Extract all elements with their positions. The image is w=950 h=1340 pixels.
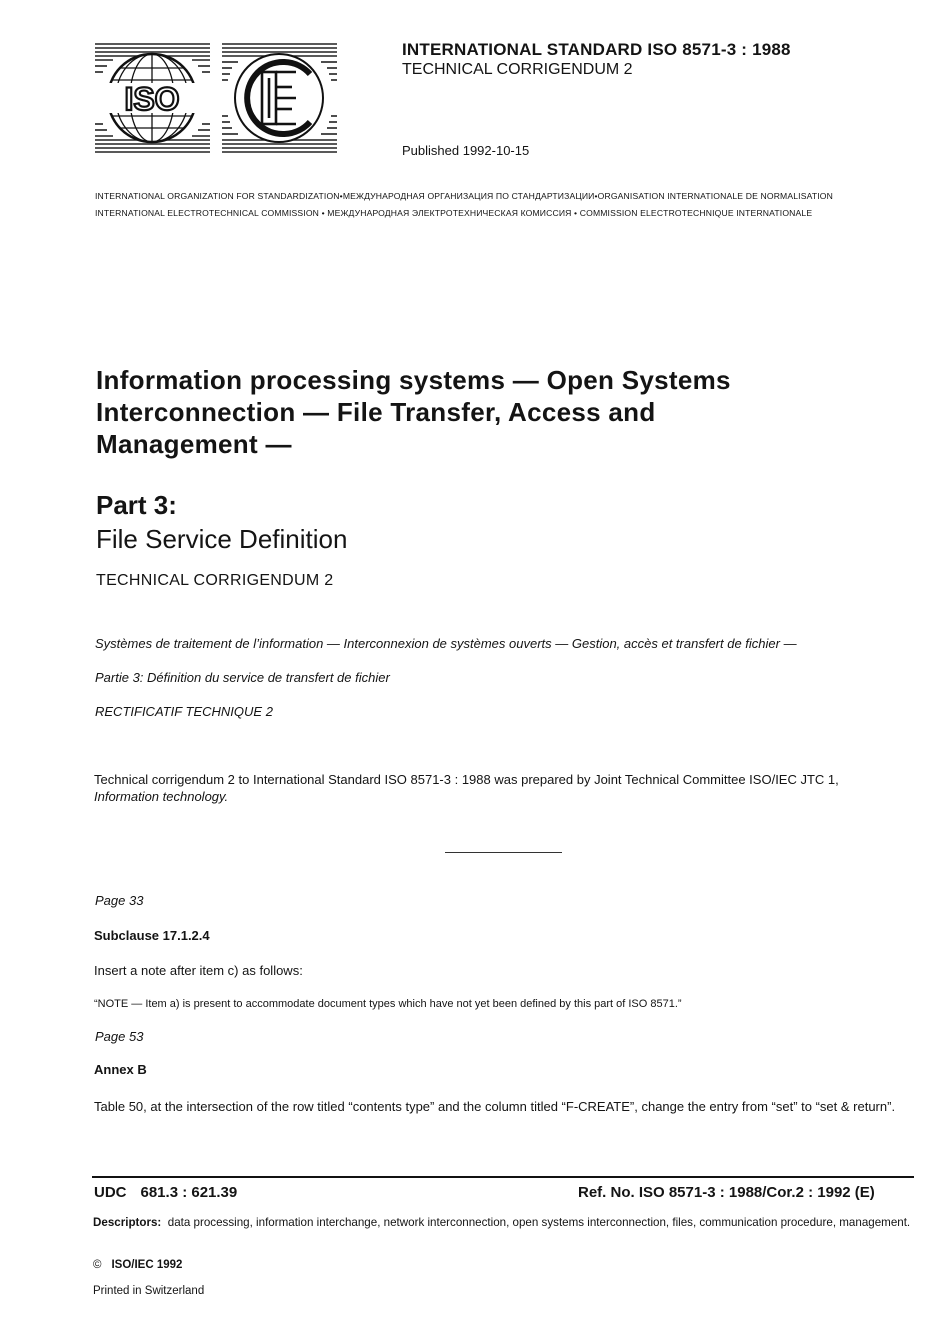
page-ref-33: Page 33	[95, 893, 144, 908]
printed-in: Printed in Switzerland	[93, 1285, 205, 1297]
french-corrigendum: RECTIFICATIF TECHNIQUE 2	[95, 704, 273, 719]
org-line-iec: INTERNATIONAL ELECTROTECHNICAL COMMISSION • МЕЖДУНАРОДНАЯ ЭЛЕКТРОТЕХНИЧЕСКАЯ КОМИССИЯ • COMMISSION ELECTROTECHNIQUE INTERNATIONALE	[95, 208, 813, 218]
note-text: “NOTE — Item a) is present to accommodate document types which have not yet been defined by this part of ISO 8571.”	[94, 998, 682, 1010]
title-line-1: Information processing systems — Open Systems	[96, 365, 731, 395]
reference-number: Ref. No. ISO 8571-3 : 1988/Cor.2 : 1992 (E)	[578, 1184, 875, 1201]
intro-paragraph	[94, 771, 916, 805]
iso-logo	[95, 40, 210, 161]
udc-value: 681.3 : 621.39	[140, 1184, 238, 1201]
udc-line	[94, 1184, 237, 1201]
corrigendum-label: TECHNICAL CORRIGENDUM 2	[96, 572, 334, 589]
corrigendum-title: TECHNICAL CORRIGENDUM 2	[402, 61, 633, 78]
intro-text: Technical corrigendum 2 to International Standard ISO 8571-3 : 1988 was prepared by Joint Technical Committee ISO/IEC JTC 1,	[94, 772, 839, 787]
part-title: File Service Definition	[96, 524, 348, 554]
udc-label: UDC	[94, 1184, 127, 1201]
instruction-1: Insert a note after item c) as follows:	[94, 963, 303, 978]
copyright	[93, 1259, 182, 1271]
title-line-3: Management —	[96, 429, 292, 459]
descriptors-label: Descriptors:	[93, 1216, 162, 1229]
french-part: Partie 3: Définition du service de transfert de fichier	[95, 670, 390, 685]
standard-title: INTERNATIONAL STANDARD ISO 8571-3 : 1988	[402, 40, 791, 59]
published-date: Published 1992-10-15	[402, 143, 530, 158]
copyright-text: ISO/IEC 1992	[111, 1259, 183, 1271]
intro-committee: Information technology.	[94, 789, 229, 804]
instruction-2: Table 50, at the intersection of the row titled “contents type” and the column titled “F-CREATE”, change the entry from “set” to “set & return”.	[94, 1099, 896, 1114]
descriptors-text: data processing, information interchange, network interconnection, open systems interconnection, files, communication procedure, management.	[167, 1216, 911, 1229]
part-label: Part 3:	[96, 490, 177, 520]
org-line-iso: INTERNATIONAL ORGANIZATION FOR STANDARDIZATION•МЕЖДУНАРОДНАЯ ОРГАНИЗАЦИЯ ПО СТАНДАРТИЗАЦИИ•ORGANISATION INTERNATIONALE DE NORMALISATION	[95, 191, 833, 201]
iec-logo	[222, 40, 337, 161]
copyright-icon: ©	[93, 1259, 102, 1271]
french-title: Systèmes de traitement de l’information — Interconnexion de systèmes ouverts — Gestion, accès et transfert de fichier —	[95, 636, 797, 651]
descriptors	[93, 1215, 913, 1231]
section-divider	[445, 852, 562, 853]
page-ref-53: Page 53	[95, 1029, 144, 1044]
footer-rule	[92, 1176, 914, 1178]
title-line-2: Interconnection — File Transfer, Access and	[96, 397, 656, 427]
iso-logo-text: ISO	[124, 81, 180, 117]
annex-heading: Annex B	[94, 1062, 147, 1077]
subclause-heading: Subclause 17.1.2.4	[94, 928, 210, 943]
document-title	[96, 364, 856, 460]
